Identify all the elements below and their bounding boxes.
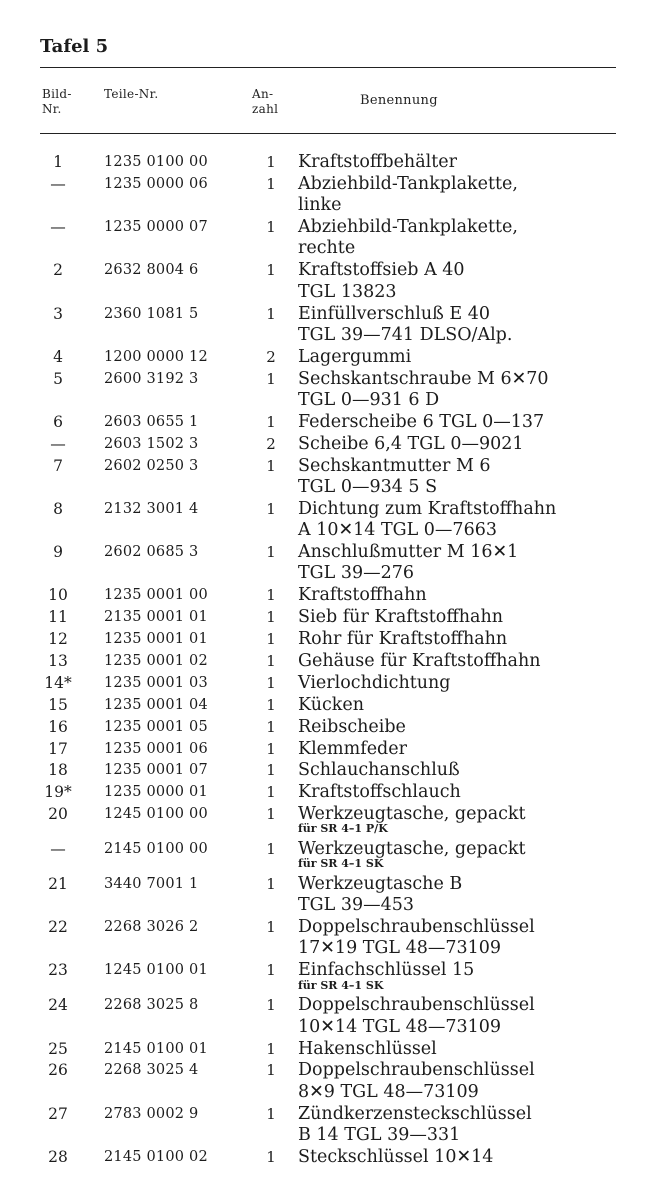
- page-title: Tafel 5: [40, 36, 109, 57]
- bild-nr-cell: 21: [48, 875, 68, 893]
- anzahl-cell: 1: [266, 412, 276, 431]
- bild-nr-cell: —: [50, 174, 66, 193]
- teile-nr-cell: 2602 0250 3: [104, 457, 199, 474]
- teile-nr-cell: 2360 1081 5: [104, 305, 199, 322]
- teile-nr-cell: 1245 0100 01: [104, 962, 208, 979]
- teile-nr-cell: 1235 0001 05: [104, 718, 208, 735]
- benennung-line: Anschlußmutter M 16✕1: [298, 542, 519, 562]
- benennung-line: Abziehbild-Tankplakette,: [298, 173, 518, 194]
- bild-nr-cell: 7: [53, 456, 63, 475]
- benennung-cell: [298, 695, 364, 716]
- benennung-line: Hakenschlüssel: [298, 1038, 437, 1059]
- bild-nr-cell: —: [50, 434, 66, 453]
- benennung-line: Zündkerzensteckschlüssel: [298, 1103, 532, 1124]
- teile-nr-cell: 1235 0001 01: [104, 631, 208, 647]
- benennung-cell: [298, 260, 465, 303]
- benennung-line: linke: [298, 195, 342, 216]
- teile-nr-cell: 1235 0001 04: [104, 696, 208, 713]
- anzahl-cell: 1: [266, 369, 276, 388]
- benennung-line: Abziehbild-Tankplakette,: [298, 217, 518, 238]
- anzahl-cell: 1: [266, 717, 276, 736]
- anzahl-cell: 1: [266, 586, 276, 605]
- benennung-cell: [298, 839, 526, 870]
- teile-nr-cell: 1235 0001 00: [104, 587, 208, 604]
- benennung-line: Kraftstoffschlauch: [298, 782, 461, 803]
- header-bild-nr-line1: Bild-: [42, 87, 72, 101]
- benennung-line: Kraftstoffhahn: [298, 585, 427, 606]
- anzahl-cell: 1: [266, 875, 276, 893]
- header-bottom-rule: [40, 133, 616, 134]
- header-benennung: Benennung: [360, 93, 438, 108]
- benennung-cell: [298, 542, 518, 585]
- bild-nr-cell: 28: [48, 1147, 68, 1166]
- anzahl-cell: 1: [266, 218, 276, 237]
- benennung-cell: [298, 174, 518, 217]
- benennung-cell: [298, 874, 462, 917]
- model-note: für SR 4–1 P/K: [298, 822, 388, 836]
- benennung-cell: [298, 369, 549, 412]
- anzahl-cell: 1: [266, 761, 276, 780]
- benennung-cell: [298, 804, 526, 835]
- bild-nr-cell: —: [50, 218, 66, 237]
- benennung-line: TGL 0—934 5 S: [298, 476, 438, 497]
- teile-nr-cell: 1245 0100 00: [104, 806, 208, 823]
- header-teile-nr: Teile-Nr.: [104, 87, 159, 101]
- bild-nr-cell: 17: [48, 739, 68, 758]
- anzahl-cell: 1: [266, 1104, 276, 1123]
- benennung-cell: [298, 152, 457, 173]
- benennung-line: Schlauchanschluß: [298, 760, 460, 781]
- benennung-line: Vierlochdichtung: [298, 672, 451, 693]
- bild-nr-cell: —: [50, 840, 66, 859]
- teile-nr-cell: 2135 0001 01: [104, 609, 208, 626]
- benennung-line: TGL 39—453: [298, 895, 415, 916]
- bild-nr-cell: 27: [48, 1104, 68, 1123]
- bild-nr-cell: 23: [48, 961, 68, 980]
- teile-nr-cell: 1235 0001 07: [104, 762, 208, 779]
- benennung-line: TGL 39—741 DLSO/Alp.: [298, 324, 513, 345]
- benennung-line: Doppelschraubenschlüssel: [298, 917, 535, 938]
- benennung-line: Doppelschraubenschlüssel: [298, 995, 535, 1016]
- benennung-cell: [298, 456, 491, 499]
- benennung-line: TGL 39—276: [298, 563, 415, 584]
- benennung-cell: [298, 1060, 535, 1103]
- benennung-line: Scheibe 6,4 TGL 0—9021: [298, 433, 524, 454]
- bild-nr-cell: 20: [48, 805, 68, 824]
- teile-nr-cell: 2603 0655 1: [104, 413, 199, 430]
- teile-nr-cell: 1235 0000 01: [104, 784, 208, 801]
- bild-nr-cell: 6: [53, 412, 63, 431]
- anzahl-cell: 1: [266, 918, 276, 937]
- benennung-line: Einfachschlüssel 15: [298, 960, 475, 981]
- teile-nr-cell: 1235 0001 03: [104, 674, 208, 691]
- teile-nr-cell: 2268 3025 8: [104, 997, 199, 1014]
- benennung-line: Rohr für Kraftstoffhahn: [298, 629, 508, 649]
- anzahl-cell: 1: [266, 261, 276, 280]
- bild-nr-cell: 8: [53, 499, 63, 518]
- anzahl-cell: 2: [266, 347, 276, 366]
- anzahl-cell: 1: [266, 695, 276, 714]
- bild-nr-cell: 18: [48, 761, 68, 780]
- bild-nr-cell: 4: [53, 347, 63, 366]
- bild-nr-cell: 24: [48, 996, 68, 1015]
- benennung-line: Klemmfeder: [298, 738, 407, 759]
- bild-nr-cell: 15: [48, 695, 68, 714]
- header-top-rule: [40, 67, 616, 68]
- bild-nr-cell: 1: [53, 153, 63, 171]
- teile-nr-cell: 2632 8004 6: [104, 262, 199, 279]
- benennung-cell: [298, 717, 406, 738]
- benennung-line: Werkzeugtasche B: [298, 874, 463, 894]
- anzahl-cell: 1: [266, 1061, 276, 1080]
- teile-nr-cell: 1235 0000 07: [104, 219, 208, 236]
- bild-nr-cell: 3: [53, 304, 63, 323]
- benennung-cell: [298, 1104, 532, 1147]
- benennung-cell: [298, 917, 535, 960]
- teile-nr-cell: 2268 3026 2: [104, 919, 199, 936]
- anzahl-cell: 1: [266, 673, 276, 692]
- benennung-line: TGL 13823: [298, 281, 397, 302]
- anzahl-cell: 1: [266, 304, 276, 323]
- benennung-line: Werkzeugtasche, gepackt: [298, 804, 526, 825]
- anzahl-cell: 1: [266, 961, 276, 980]
- benennung-cell: [298, 651, 541, 672]
- benennung-cell: [298, 1147, 493, 1168]
- anzahl-cell: 1: [266, 651, 276, 670]
- anzahl-cell: 1: [266, 739, 276, 758]
- benennung-cell: [298, 960, 474, 991]
- anzahl-cell: 1: [266, 805, 276, 824]
- teile-nr-cell: 1235 0001 06: [104, 740, 208, 757]
- teile-nr-cell: 1235 0000 06: [104, 175, 208, 192]
- anzahl-cell: 1: [266, 840, 276, 859]
- benennung-line: 8✕9 TGL 48—73109: [298, 1081, 479, 1102]
- benennung-line: Reibscheibe: [298, 716, 406, 737]
- benennung-cell: [298, 995, 535, 1038]
- benennung-cell: [298, 760, 460, 781]
- benennung-cell: [298, 304, 512, 347]
- bild-nr-cell: 22: [48, 918, 68, 937]
- benennung-cell: [298, 607, 503, 628]
- benennung-cell: [298, 585, 427, 606]
- anzahl-cell: 1: [266, 608, 276, 627]
- benennung-line: Kraftstoffsieb A 40: [298, 260, 465, 281]
- benennung-line: Kücken: [298, 694, 364, 715]
- benennung-line: Gehäuse für Kraftstoffhahn: [298, 650, 541, 671]
- anzahl-cell: 1: [266, 499, 276, 518]
- benennung-line: Sechskantschraube M 6✕70: [298, 368, 549, 389]
- teile-nr-cell: 1235 0100 00: [104, 154, 208, 170]
- benennung-cell: [298, 629, 507, 650]
- anzahl-cell: 1: [266, 996, 276, 1015]
- bild-nr-cell: 9: [53, 543, 63, 561]
- benennung-cell: [298, 782, 461, 803]
- bild-nr-cell: 11: [48, 608, 68, 627]
- header-anzahl: [252, 87, 278, 117]
- bild-nr-cell: 10: [48, 586, 68, 605]
- teile-nr-cell: 2132 3001 4: [104, 500, 199, 517]
- model-note: für SR 4–1 SK: [298, 978, 384, 992]
- anzahl-cell: 2: [266, 434, 276, 453]
- bild-nr-cell: 13: [48, 651, 68, 670]
- benennung-cell: [298, 739, 407, 760]
- anzahl-cell: 1: [266, 456, 276, 475]
- teile-nr-cell: 2145 0100 00: [104, 841, 208, 858]
- anzahl-cell: 1: [266, 1147, 276, 1166]
- benennung-line: A 10✕14 TGL 0—7663: [298, 520, 497, 541]
- benennung-line: Einfüllverschluß E 40: [298, 303, 490, 324]
- benennung-line: TGL 0—931 6 D: [298, 389, 440, 410]
- teile-nr-cell: 2145 0100 01: [104, 1040, 208, 1057]
- anzahl-cell: 1: [266, 174, 276, 193]
- header-bild-nr-line2: Nr.: [42, 102, 62, 116]
- bild-nr-cell: 2: [53, 261, 63, 280]
- header-bild-nr: [42, 87, 72, 117]
- benennung-cell: [298, 673, 451, 694]
- benennung-cell: [298, 412, 544, 433]
- benennung-line: Doppelschraubenschlüssel: [298, 1060, 535, 1081]
- model-note: für SR 4–1 SK: [298, 857, 384, 871]
- benennung-line: Kraftstoffbehälter: [298, 152, 457, 172]
- benennung-line: Sieb für Kraftstoffhahn: [298, 607, 503, 628]
- benennung-cell: [298, 217, 518, 260]
- benennung-line: Sechskantmutter M 6: [298, 455, 491, 476]
- benennung-line: Lagergummi: [298, 346, 412, 367]
- anzahl-cell: 1: [266, 543, 276, 561]
- teile-nr-cell: 2602 0685 3: [104, 544, 199, 560]
- bild-nr-cell: 26: [48, 1061, 68, 1080]
- teile-nr-cell: 2783 0002 9: [104, 1105, 199, 1122]
- benennung-line: Steckschlüssel 10✕14: [298, 1146, 494, 1167]
- header-anzahl-line2: zahl: [252, 102, 279, 116]
- teile-nr-cell: 3440 7001 1: [104, 876, 199, 892]
- benennung-line: Federscheibe 6 TGL 0—137: [298, 411, 545, 432]
- benennung-line: rechte: [298, 238, 356, 259]
- bild-nr-cell: 14*: [44, 673, 72, 692]
- teile-nr-cell: 2145 0100 02: [104, 1148, 208, 1165]
- anzahl-cell: 1: [266, 153, 276, 171]
- benennung-cell: [298, 434, 524, 455]
- benennung-line: Dichtung zum Kraftstoffhahn: [298, 498, 557, 519]
- teile-nr-cell: 2603 1502 3: [104, 435, 199, 452]
- bild-nr-cell: 5: [53, 369, 63, 388]
- benennung-cell: [298, 347, 411, 368]
- benennung-cell: [298, 499, 556, 542]
- benennung-line: B 14 TGL 39—331: [298, 1124, 461, 1145]
- benennung-cell: [298, 1039, 437, 1060]
- teile-nr-cell: 2268 3025 4: [104, 1062, 199, 1079]
- anzahl-cell: 1: [266, 1039, 276, 1058]
- bild-nr-cell: 16: [48, 717, 68, 736]
- benennung-line: Werkzeugtasche, gepackt: [298, 839, 526, 860]
- teile-nr-cell: 2600 3192 3: [104, 370, 199, 387]
- anzahl-cell: 1: [266, 630, 276, 648]
- bild-nr-cell: 25: [48, 1039, 68, 1058]
- header-anzahl-line1: An-: [252, 87, 274, 101]
- teile-nr-cell: 1200 0000 12: [104, 348, 208, 365]
- benennung-line: 10✕14 TGL 48—73109: [298, 1016, 502, 1037]
- anzahl-cell: 1: [266, 783, 276, 802]
- benennung-line: 17✕19 TGL 48—73109: [298, 938, 502, 959]
- bild-nr-cell: 12: [48, 630, 68, 648]
- teile-nr-cell: 1235 0001 02: [104, 652, 208, 669]
- bild-nr-cell: 19*: [44, 783, 72, 802]
